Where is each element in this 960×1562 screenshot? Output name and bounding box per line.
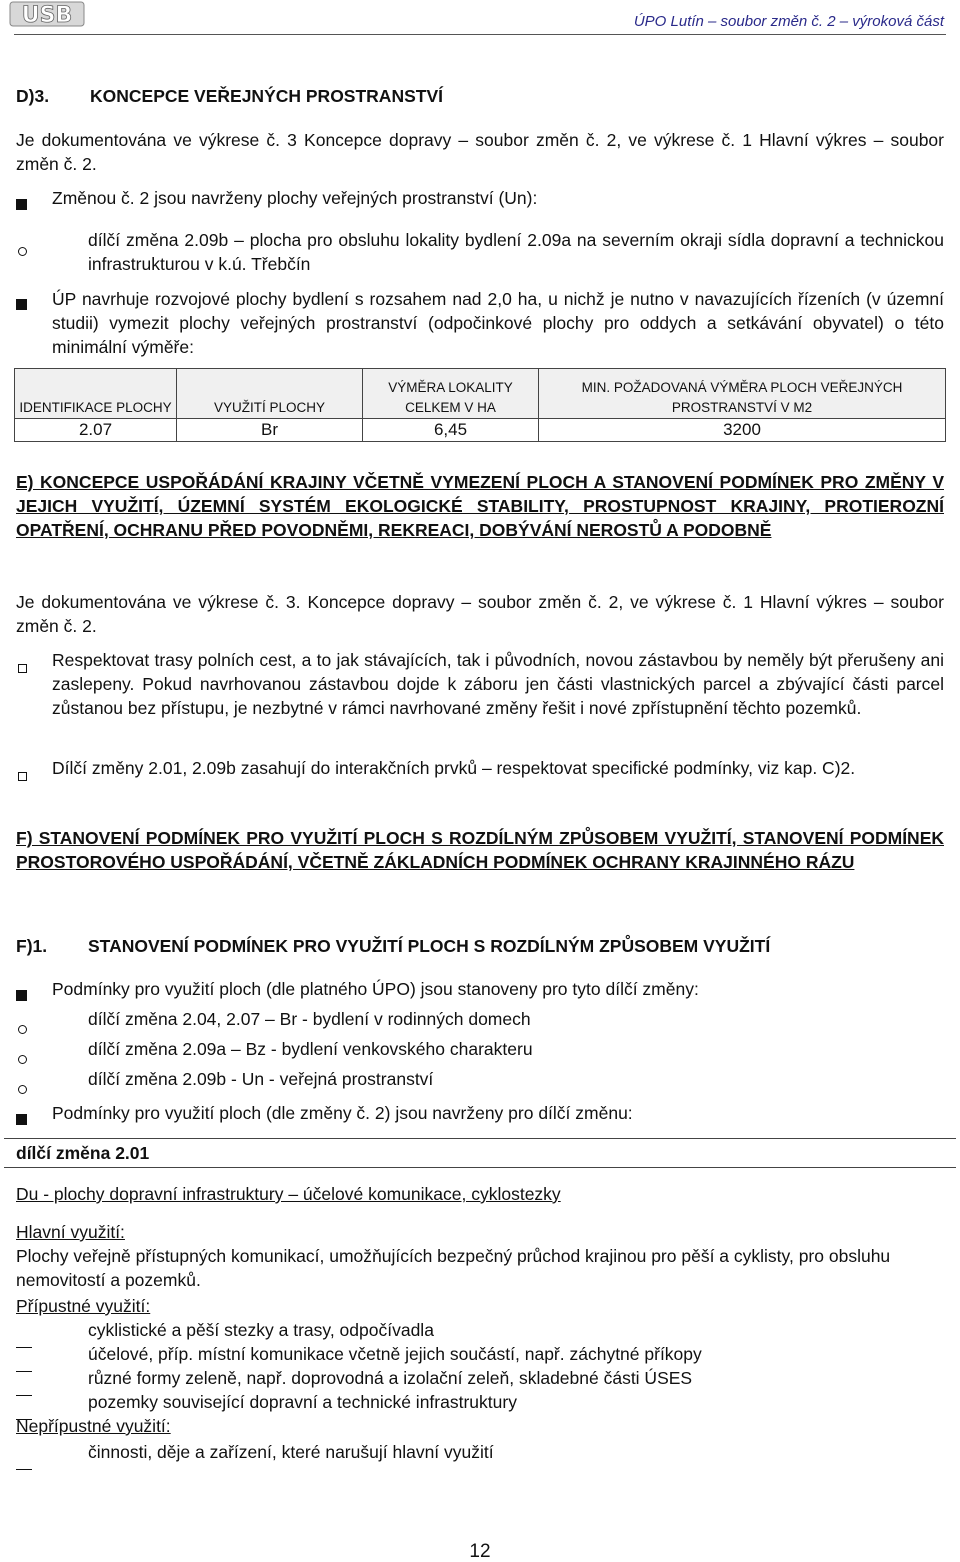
list-item: různé formy zeleně, např. doprovodná a izolační zeleň, skladebné části ÚSES xyxy=(88,1368,693,1388)
paragraph: Je dokumentována ve výkrese č. 3. Koncepce dopravy – soubor změn č. 2, ve výkrese č. 1 Hlavní výkres – soubor změn č. 2. xyxy=(16,592,944,636)
bullet-text: Dílčí změny 2.01, 2.09b zasahují do interakčních prvků – respektovat specifické podmínky, viz kap. C)2. xyxy=(52,758,856,778)
table-header-cell: VÝMĚRA LOKALITY CELKEM V HA xyxy=(363,369,539,419)
page-number: 12 xyxy=(469,1541,491,1562)
dash-icon xyxy=(16,1354,32,1378)
table-header-cell: IDENTIFIKACE PLOCHY xyxy=(15,369,177,419)
dash-icon xyxy=(16,1452,32,1476)
table-cell: 2.07 xyxy=(15,419,177,442)
bullet-square-icon xyxy=(16,1107,27,1131)
bullet-square-icon xyxy=(16,983,27,1007)
bullet-circle-icon xyxy=(18,1016,27,1040)
bullet-text: Podmínky pro využití ploch (dle změny č. 2) jsou navrženy pro dílčí změnu: xyxy=(52,1103,633,1123)
document-header-title: ÚPO Lutín – soubor změn č. 2 – výroková část xyxy=(633,13,944,30)
paragraph: Je dokumentována ve výkrese č. 3 Koncepce dopravy – soubor změn č. 2, ve výkrese č. 1 Hlavní výkres – soubor změn č. 2. xyxy=(16,130,944,174)
table-header-cell: MIN. POŽADOVANÁ VÝMĚRA PLOCH VEŘEJNÝCH PROSTRANSTVÍ V M2 xyxy=(539,369,946,419)
list-item: pozemky související dopravní a technické infrastruktury xyxy=(88,1392,517,1412)
bullet-text: ÚP navrhuje rozvojové plochy bydlení s rozsahem nad 2,0 ha, u nichž je nutno v navazujících řízeních (v územní studii) vymezit plochy veřejných prostranství (odpočinkové plochy pro oddych a setkávání obyvatel) o této minimální výměře: xyxy=(52,289,944,357)
change-box-label: dílčí změna 2.01 xyxy=(16,1143,150,1163)
bullet-text: Respektovat trasy polních cest, a to jak stávajících, tak i původních, novou zástavbou by neměly být přerušeny ani zaslepeny. Pokud navrhovanou zástavbou dojde k záboru jen části vlastnických parcel a zbývající části parcel zůstanou bez přístupu, je nezbytné v rámci navrhované změny řešit i nové zpřístupnění těchto pozemků. xyxy=(52,650,944,718)
bullet-circle-icon xyxy=(18,1046,27,1070)
section-e-heading: E) KONCEPCE USPOŘÁDÁNÍ KRAJINY VČETNĚ VYMEZENÍ PLOCH A STANOVENÍ PODMÍNEK PRO ZMĚNY V JEJICH VYUŽITÍ, ÚZEMNÍ SYSTÉM EKOLOGICKÉ STABILITY, PROSTUPNOST KRAJINY, PROTIEROZNÍ OPATŘENÍ, OCHRANU PŘED POVODNĚMI, REKREACI, DOBÝVÁNÍ NEROSTŮ A PODOBNĚ xyxy=(16,472,944,540)
list-item: činnosti, děje a zařízení, které narušují hlavní využití xyxy=(88,1442,494,1462)
bullet-square-icon xyxy=(16,192,27,216)
section-title: KONCEPCE VEŘEJNÝCH PROSTRANSTVÍ xyxy=(90,86,443,106)
list-item: dílčí změna 2.09b - Un - veřejná prostranství xyxy=(88,1069,434,1089)
bullet-circle-icon xyxy=(18,238,27,262)
section-number: F)1. xyxy=(16,936,48,956)
header-divider xyxy=(14,34,946,35)
list-item: účelové, příp. místní komunikace včetně jejich součástí, např. záchytné příkopy xyxy=(88,1344,702,1364)
bullet-square-icon xyxy=(18,655,27,679)
sub-bullet-text: dílčí změna 2.09b – plocha pro obsluhu lokality bydlení 2.09a na severním okraji sídla dopravní a technickou infrastrukturou v k.ú. Třebčín xyxy=(88,230,944,274)
section-f1-heading xyxy=(16,934,944,958)
du-title: Du - plochy dopravní infrastruktury – účelové komunikace, cyklostezky xyxy=(16,1184,561,1204)
dash-icon xyxy=(16,1330,32,1354)
change-box xyxy=(4,1138,956,1168)
table-header-cell: VYUŽITÍ PLOCHY xyxy=(177,369,363,419)
bullet-square-icon xyxy=(16,292,27,316)
table-row xyxy=(15,419,946,442)
forbidden-use-label: Nepřípustné využití: xyxy=(16,1416,171,1436)
dash-icon xyxy=(16,1378,32,1402)
table-cell: 3200 xyxy=(539,419,946,442)
list-item: cyklistické a pěší stezky a trasy, odpočívadla xyxy=(88,1320,434,1340)
main-use-text: Plochy veřejně přístupných komunikací, umožňujících bezpečný průchod krajinou pro pěší a cyklisty, pro obsluhu nemovitostí a pozemků. xyxy=(16,1246,891,1290)
logo-text: USB xyxy=(21,3,73,28)
main-use-label: Hlavní využití: xyxy=(16,1222,125,1242)
list-item: dílčí změna 2.04, 2.07 – Br - bydlení v rodinných domech xyxy=(88,1009,531,1029)
permitted-use-label: Přípustné využití: xyxy=(16,1296,151,1316)
section-f-heading: F) STANOVENÍ PODMÍNEK PRO VYUŽITÍ PLOCH S ROZDÍLNÝM ZPŮSOBEM VYUŽITÍ, STANOVENÍ PODMÍNEK PROSTOROVÉHO USPOŘÁDÁNÍ, VČETNĚ ZÁKLADNÍCH PODMÍNEK OCHRANY KRAJINNÉHO RÁZU xyxy=(16,828,944,872)
table-cell: Br xyxy=(177,419,363,442)
section-number: D)3. xyxy=(16,86,50,106)
table-cell: 6,45 xyxy=(363,419,539,442)
bullet-square-icon xyxy=(18,763,27,787)
bullet-text: Změnou č. 2 jsou navrženy plochy veřejných prostranství (Un): xyxy=(52,188,538,208)
table-header-row xyxy=(15,369,946,419)
bullet-circle-icon xyxy=(18,1076,27,1100)
bullet-text: Podmínky pro využití ploch (dle platného ÚPO) jsou stanoveny pro tyto dílčí změny: xyxy=(52,979,699,999)
section-d3-heading xyxy=(16,84,944,108)
section-title: STANOVENÍ PODMÍNEK PRO VYUŽITÍ PLOCH S ROZDÍLNÝM ZPŮSOBEM VYUŽITÍ xyxy=(88,936,771,956)
list-item: dílčí změna 2.09a – Bz - bydlení venkovského charakteru xyxy=(88,1039,533,1059)
public-space-table xyxy=(14,368,946,442)
usb-logo xyxy=(8,0,86,28)
